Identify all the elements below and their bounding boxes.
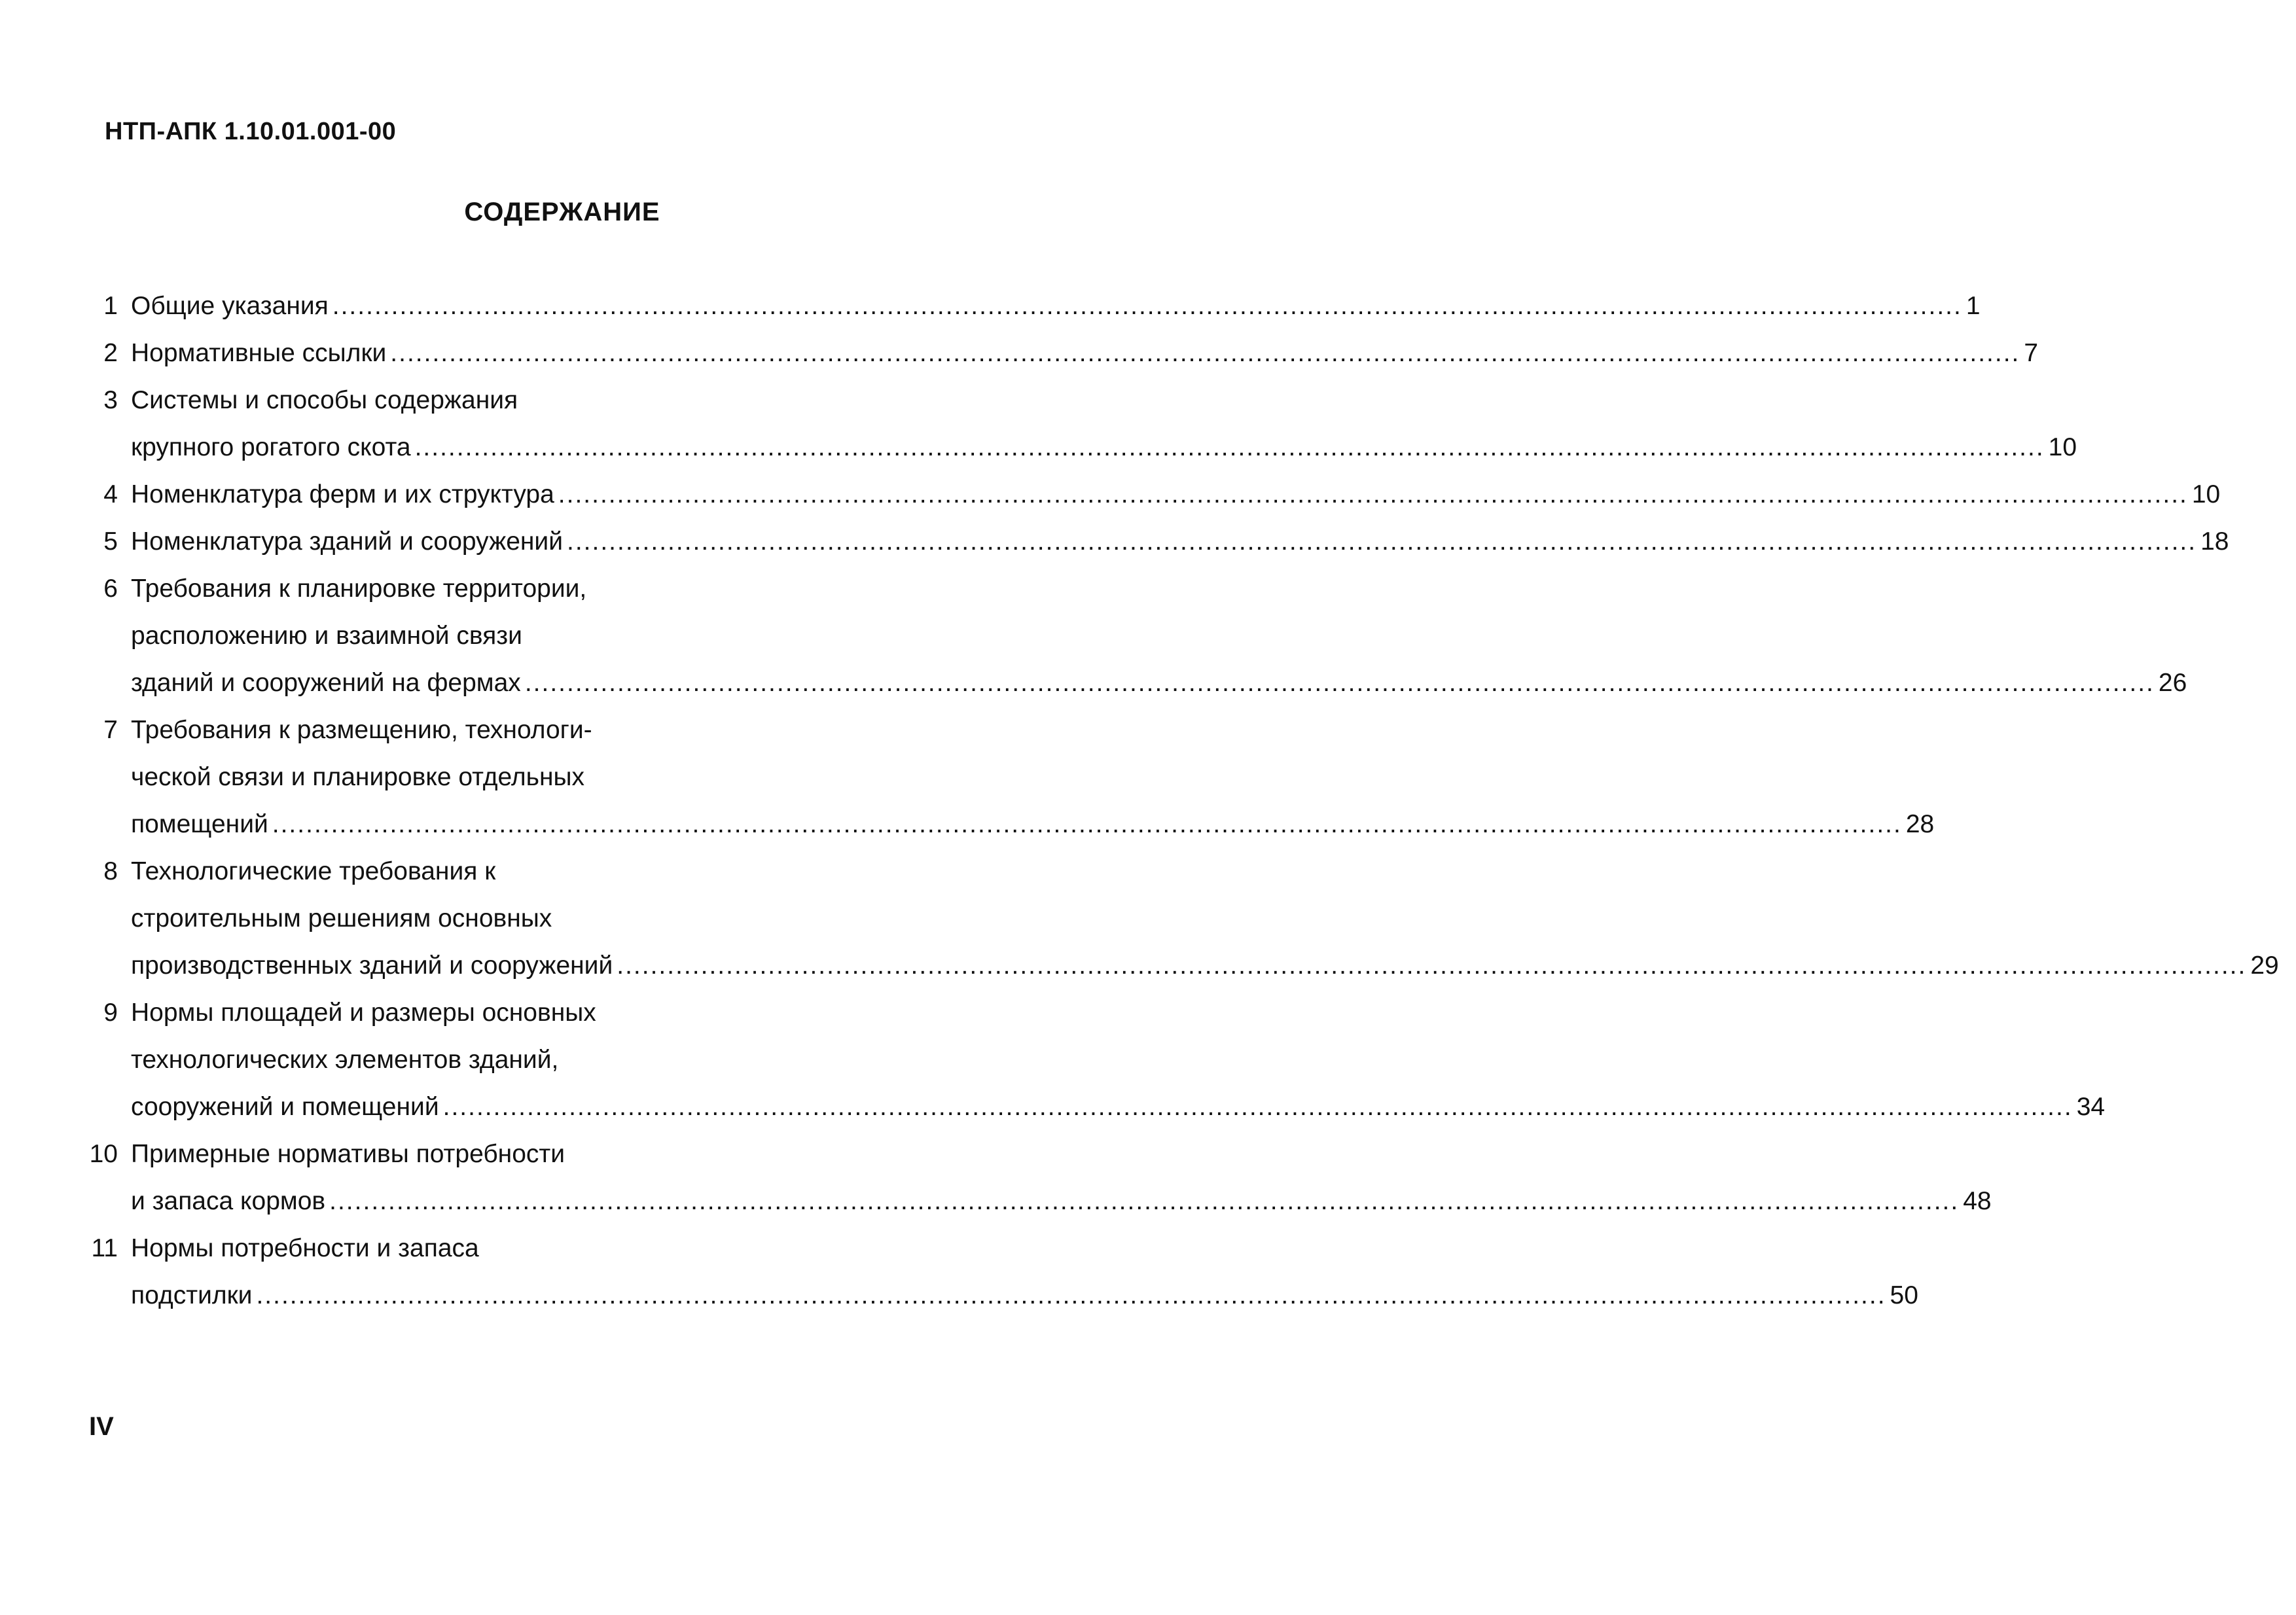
toc-item-number: 9 (103, 999, 118, 1027)
toc-item-title: подстилки (131, 1281, 253, 1309)
toc-item-line: Требования к размещению, технологи- (131, 716, 592, 744)
toc-item-title: Общие указания (131, 292, 329, 320)
toc-item (85, 707, 1935, 848)
dot-leader (443, 1084, 2073, 1131)
toc-item-body (131, 518, 2246, 565)
toc-item (85, 330, 2039, 377)
toc-item-line: технологических элементов зданий, (131, 1046, 559, 1074)
toc-item-title: Нормативные ссылки (131, 339, 387, 367)
page-number: IV (89, 1412, 114, 1441)
toc-item-page: 1 (1965, 292, 1981, 320)
toc-item-title: Номенклатура ферм и их структура (131, 480, 554, 508)
toc-item-body (131, 848, 2296, 989)
dot-leader (272, 801, 1902, 848)
toc-item (85, 1225, 1918, 1319)
toc-item-final-line (131, 424, 2094, 471)
toc-item-title: сооружений и помещений (131, 1093, 439, 1121)
toc-item-line: расположению и взаимной связи (131, 622, 522, 650)
toc-item-body (131, 707, 1952, 848)
toc-item-final-line (131, 1084, 2123, 1131)
toc-item-number: 5 (103, 527, 118, 556)
toc-item-number: 4 (103, 480, 118, 508)
toc-item (85, 518, 2229, 565)
toc-item-number: 11 (91, 1234, 118, 1262)
toc-item-final-line (131, 518, 2246, 565)
page-title: СОДЕРЖАНИЕ (464, 198, 660, 226)
toc-item-page: 34 (2076, 1093, 2106, 1121)
toc-item-page: 10 (2191, 480, 2221, 508)
dot-leader (390, 330, 2020, 377)
toc-item-final-line (131, 942, 2296, 989)
toc-item-title: производственных зданий и сооружений (131, 951, 613, 980)
toc-item-number: 7 (103, 716, 118, 744)
toc-item-body (131, 989, 2123, 1131)
toc-item-number: 6 (103, 575, 118, 603)
toc-item-final-line (131, 801, 1952, 848)
toc-item-page: 26 (2158, 669, 2187, 697)
toc-item-page: 48 (1963, 1187, 1992, 1215)
toc-item (85, 283, 1981, 330)
toc-item-line: Системы и способы содержания (131, 386, 518, 414)
dot-leader (329, 1178, 1959, 1225)
toc-item-line: Нормы площадей и размеры основных (131, 999, 596, 1027)
toc-item-page: 29 (2250, 951, 2279, 980)
toc-item (85, 1131, 1992, 1225)
toc-item-line: Нормы потребности и запаса (131, 1234, 479, 1262)
toc-item-line: строительным решениям основных (131, 904, 552, 932)
toc-item-body (131, 330, 2070, 377)
toc-item-line: Требования к планировке территории, (131, 575, 587, 603)
dot-leader (525, 660, 2155, 707)
toc-item-title: крупного рогатого скота (131, 433, 411, 461)
dot-leader (617, 942, 2246, 989)
dot-leader (558, 471, 2188, 518)
toc-item (85, 848, 2279, 989)
toc-item-title: Номенклатура зданий и сооружений (131, 527, 563, 556)
toc-item-final-line (131, 471, 2238, 518)
document-code: НТП-АПК 1.10.01.001-00 (105, 118, 397, 145)
toc-item-title: и запаса кормов (131, 1187, 326, 1215)
toc-item-page: 7 (2024, 339, 2039, 367)
toc-item-body (131, 1131, 2009, 1225)
toc-item-line: Технологические требования к (131, 857, 496, 885)
toc-item-final-line (131, 1272, 1936, 1319)
toc-item-body (131, 565, 2204, 707)
toc-item (85, 565, 2187, 707)
toc-item-number: 10 (89, 1140, 118, 1168)
toc-item-page: 50 (1890, 1281, 1918, 1309)
toc-item-body (131, 377, 2094, 471)
toc-item-number: 1 (103, 292, 118, 320)
toc-item-final-line (131, 660, 2204, 707)
toc-item-title: зданий и сооружений на фермах (131, 669, 521, 697)
toc-item-title: помещений (131, 810, 268, 838)
toc-item-body (131, 1225, 1936, 1319)
toc-item-body (131, 471, 2238, 518)
dot-leader (256, 1272, 1886, 1319)
toc-item-number: 3 (103, 386, 118, 414)
toc-item (85, 377, 2077, 471)
toc-item-number: 2 (103, 339, 118, 367)
dot-leader (332, 283, 1962, 330)
toc-item-final-line (131, 330, 2070, 377)
toc-item-final-line (131, 1178, 2009, 1225)
dot-leader (567, 518, 2197, 565)
toc-item-number: 8 (103, 857, 118, 885)
toc-item-body (131, 283, 2012, 330)
toc-item (85, 989, 2106, 1131)
toc-item-page: 18 (2200, 527, 2229, 556)
toc-item (85, 471, 2221, 518)
toc-item-page: 10 (2048, 433, 2077, 461)
toc-item-line: Примерные нормативы потребности (131, 1140, 565, 1168)
table-of-contents (85, 283, 2279, 1319)
toc-item-page: 28 (1905, 810, 1935, 838)
toc-item-line: ческой связи и планировке отдельных (131, 763, 585, 791)
toc-item-final-line (131, 283, 2012, 330)
dot-leader (415, 424, 2045, 471)
